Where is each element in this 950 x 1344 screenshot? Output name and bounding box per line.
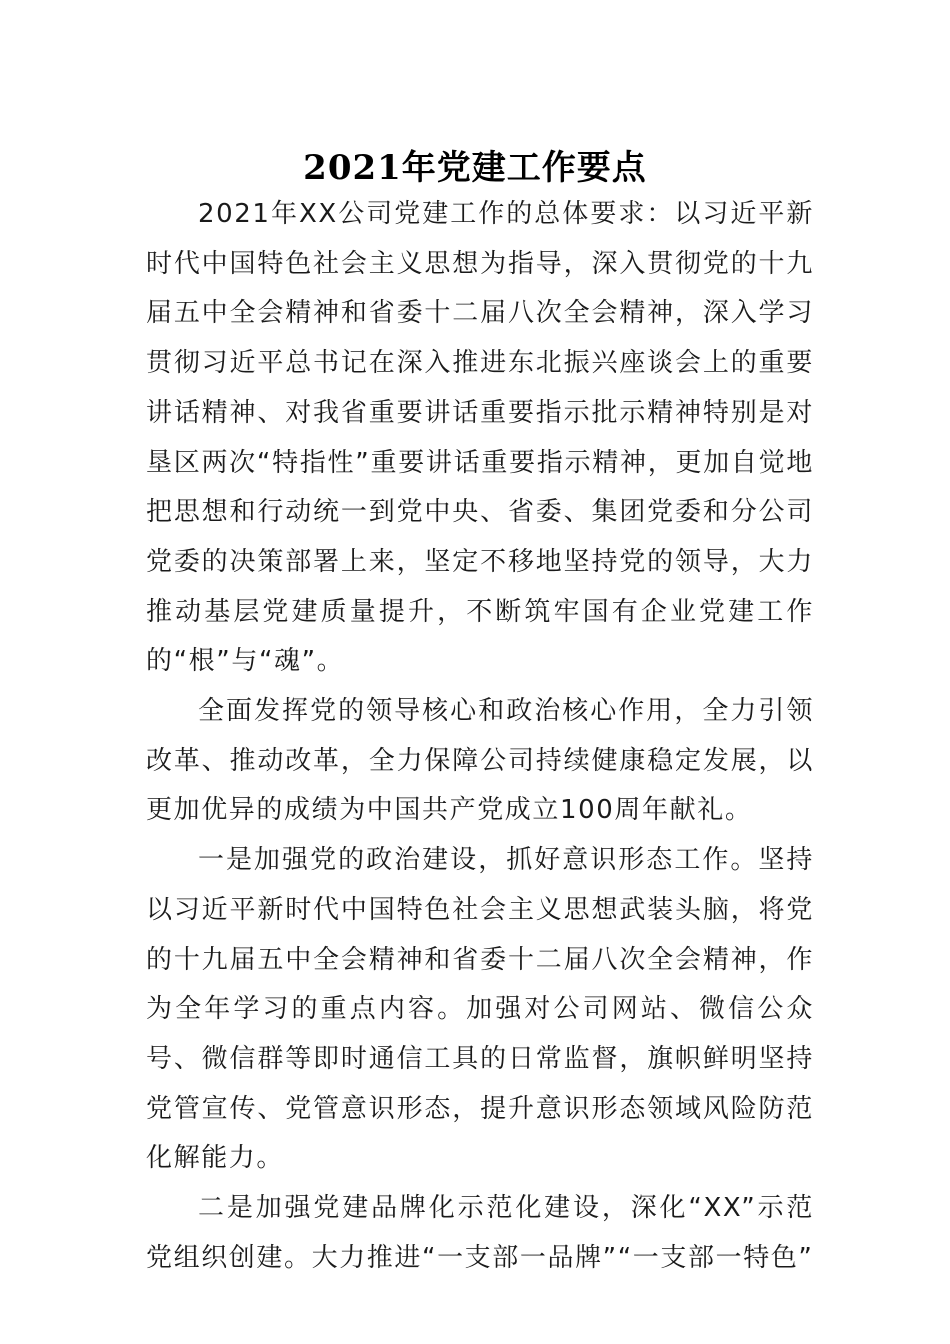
paragraph: 二是加强党建品牌化示范化建设，深化“XX”示范党组织创建。大力推进“一支部一品牌”“一支部一特色” [146,1193,814,1273]
paragraph: 一是加强党的政治建设，抓好意识形态工作。坚持以习近平新时代中国特色社会主义思想武装头脑，将党的十九届五中全会精神和省委十二届八次全会精神，作为全年学习的重点内容。加强对公司网站、微信公众号、微信群等即时通信工具的日常监督，旗帜鲜明坚持党管宣传、党管意识形态，提升意识形态领域风险防范化解能力。 [146,845,814,1174]
paragraph: 2021年XX公司党建工作的总体要求：以习近平新时代中国特色社会主义思想为指导，深入贯彻党的十九届五中全会精神和省委十二届八次全会精神，深入学习贯彻习近平总书记在深入推进东北振兴座谈会上的重要讲话精神、对我省重要讲话重要指示批示精神特别是对垦区两次“特指性”重要讲话重要指示精神，更加自觉地把思想和行动统一到党中央、省委、集团党委和分公司党委的决策部署上来，坚定不移地坚持党的领导，大力推动基层党建质量提升，不断筑牢国有企业党建工作的“根”与“魂”。 [146,199,814,677]
paragraph: 全面发挥党的领导核心和政治核心作用，全力引领改革、推动改革，全力保障公司持续健康稳定发展，以更加优异的成绩为中国共产党成立100周年献礼。 [146,696,814,826]
document-body [146,190,814,1283]
document-title: 2021年党建工作要点 [303,148,647,188]
